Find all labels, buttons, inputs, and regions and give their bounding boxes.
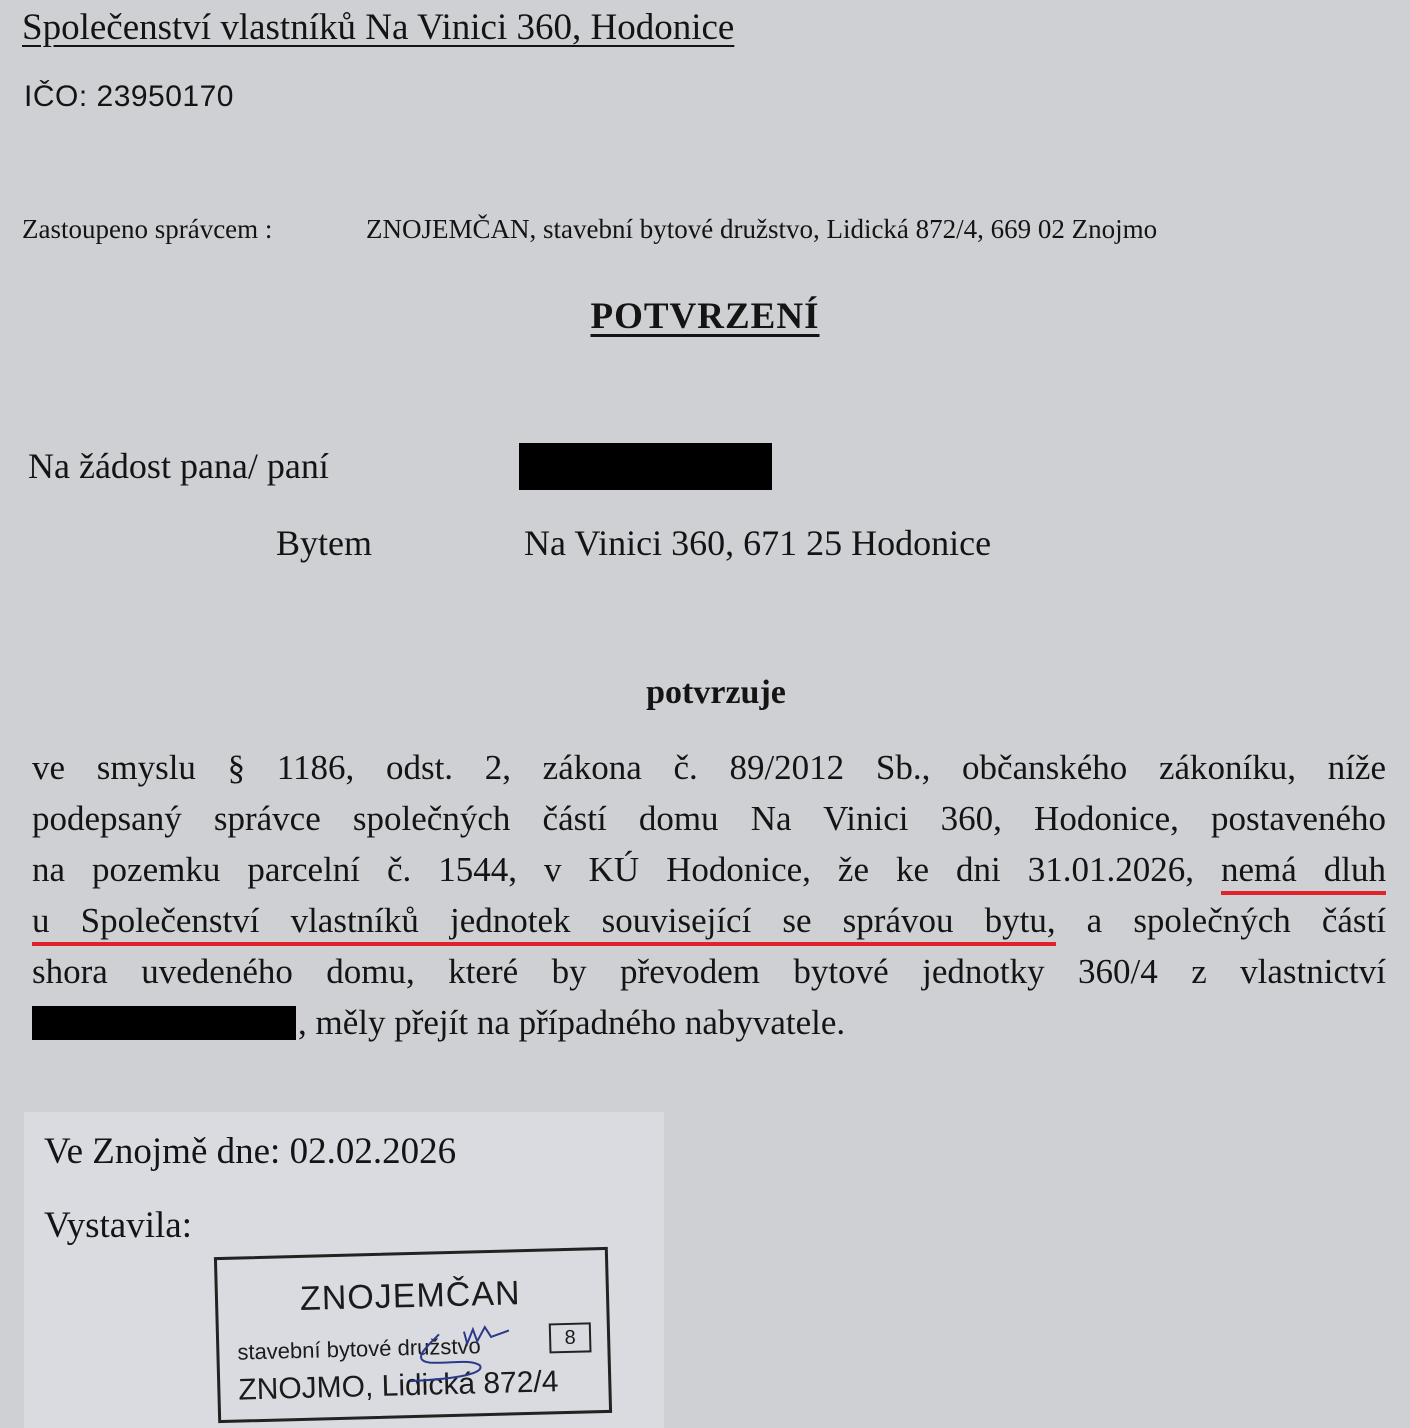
stamp-line-3: ZNOJMO, Lidická 872/4 — [237, 1365, 559, 1407]
body-line-1: ve smyslu § 1186, odst. 2, zákona č. 89/2012 Sb., občanského zákoníku, níže — [32, 748, 1386, 787]
company-id: IČO: 23950170 — [24, 80, 234, 113]
represented-value: ZNOJEMČAN, stavební bytové družstvo, Lidická 872/4, 669 02 Znojmo — [366, 214, 1158, 244]
organization-title: Společenství vlastníků Na Vinici 360, Hodonice — [22, 7, 735, 48]
redacted-owner-box — [32, 1006, 296, 1040]
confirmation-body — [32, 742, 1386, 1048]
body-line-5: shora uvedeného domu, které by převodem bytové jednotky 360/4 z vlastnictví — [32, 952, 1386, 991]
represented-by — [22, 214, 1157, 245]
signature-section — [24, 1112, 664, 1428]
place-date: Ve Znojmě dne: 02.02.2026 — [44, 1131, 457, 1172]
body-line-2: podepsaný správce společných částí domu Na Vinici 360, Hodonice, postaveného — [32, 799, 1386, 838]
body-line-3-text: na pozemku parcelní č. 1544, v KÚ Hodonice, že ke dni 31.01.2026, — [32, 850, 1221, 889]
highlight-association: u Společenství vlastníků jednotek související se správou bytu, — [32, 901, 1056, 946]
signature-icon — [368, 1301, 550, 1386]
body-line-4 — [32, 895, 1386, 946]
body-line-3 — [32, 844, 1386, 895]
body-line-4-text: a společných částí — [1055, 901, 1387, 940]
represented-label: Zastoupeno správcem : — [22, 214, 273, 244]
stamp-line-2: stavební bytové družstvo — [237, 1333, 481, 1365]
redacted-name-box — [519, 443, 772, 490]
residence-value: Na Vinici 360, 671 25 Hodonice — [524, 523, 992, 563]
body-line-6 — [32, 997, 1386, 1048]
confirm-heading: potvrzuje — [646, 674, 786, 711]
stamp-number: 8 — [549, 1322, 592, 1353]
document-title: POTVRZENÍ — [590, 296, 820, 337]
highlight-no-debt: nemá dluh — [1221, 850, 1386, 895]
company-stamp — [214, 1247, 612, 1423]
residence-label: Bytem — [276, 523, 372, 563]
body-line-6-text: , měly přejít na případného nabyvatele. — [298, 1003, 846, 1042]
stamp-line-1: ZNOJEMČAN — [299, 1274, 522, 1318]
request-label: Na žádost pana/ paní — [28, 446, 329, 486]
issued-by-label: Vystavila: — [44, 1205, 192, 1246]
